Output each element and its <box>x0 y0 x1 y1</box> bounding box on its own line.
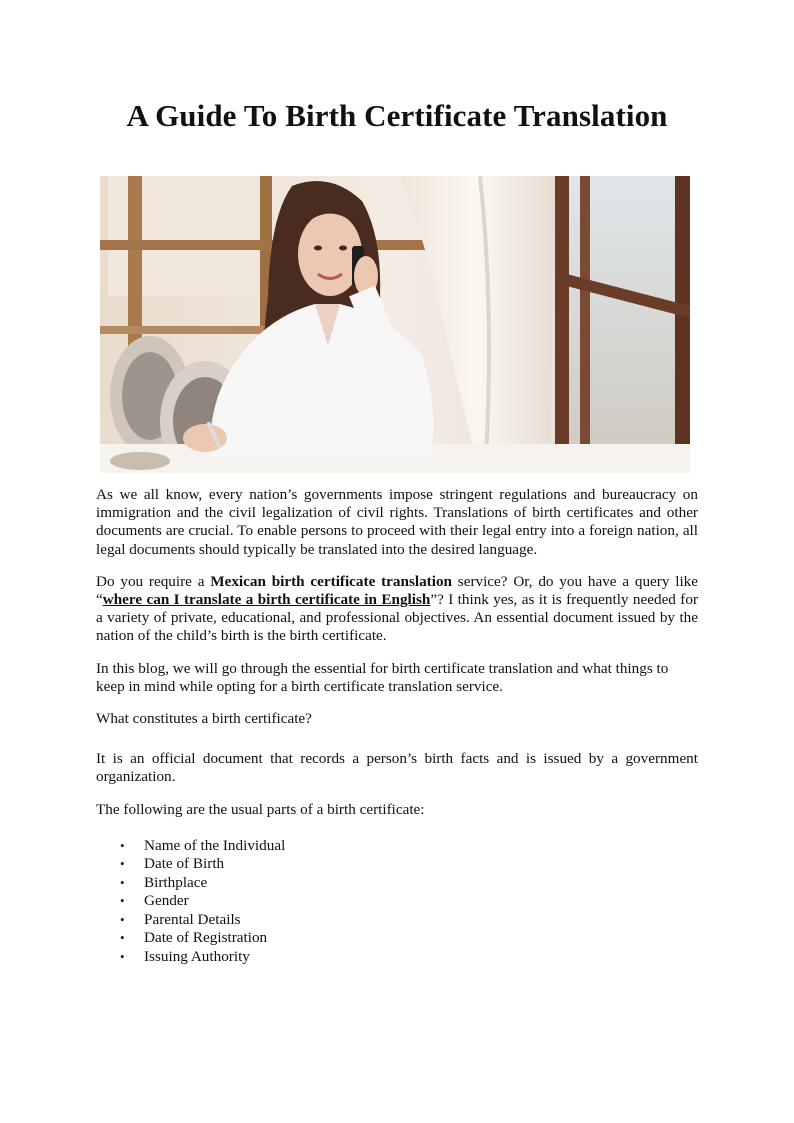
section-question: What constitutes a birth certificate? <box>96 710 312 728</box>
list-item: • Issuing Authority <box>120 947 250 965</box>
bullet-icon: • <box>120 948 125 964</box>
bullet-icon: • <box>120 856 125 872</box>
list-item: • Date of Birth <box>120 855 225 873</box>
list-item: • Gender <box>120 892 189 910</box>
paragraph-query: Do you require a Mexican birth certificate translation service? Or, do you have a query like “where can I translate a birth certificate in English”? I think yes, as it is frequently needed for a variety of private, educational, and professional objectives. An essential document issued by the nation of the child’s birth is the birth certificate. <box>96 572 698 645</box>
paragraph: It is an official document that records a person’s birth facts and is issued by a government organization. <box>96 750 698 786</box>
list-item: • Parental Details <box>120 910 241 928</box>
bullet-icon: • <box>120 911 125 927</box>
list-item: • Name of the Individual <box>120 836 286 854</box>
paragraph: In this blog, we will go through the essential for birth certificate translation and what things to keep in mind while opting for a birth certificate translation service. <box>96 659 669 695</box>
page-title: A Guide To Birth Certificate Translation <box>126 98 668 133</box>
paragraph: As we all know, every nation’s governments impose stringent regulations and bureaucracy on immigration and the civil legalization of civil rights. Translations of birth certificates and other documents are crucial. To enable persons to proceed with their legal entry into a foreign nation, all legal documents should typically be translated into the desired language. <box>96 486 698 558</box>
keyword-bold: Mexican birth certificate translation <box>210 572 452 590</box>
bullet-icon: • <box>120 930 125 946</box>
bullet-icon: • <box>120 874 125 890</box>
birth-certificate-parts-list <box>96 837 698 967</box>
article-body <box>96 486 698 966</box>
photo-woman-on-phone-icon <box>100 176 690 473</box>
list-item: • Birthplace <box>120 873 208 891</box>
bullet-icon: • <box>120 837 125 853</box>
bullet-icon: • <box>120 893 125 909</box>
list-intro: The following are the usual parts of a birth certificate: <box>96 800 425 818</box>
article-photo <box>100 176 690 473</box>
list-item: • Date of Registration <box>120 929 268 947</box>
translate-link[interactable]: where can I translate a birth certificate in English <box>102 591 431 609</box>
